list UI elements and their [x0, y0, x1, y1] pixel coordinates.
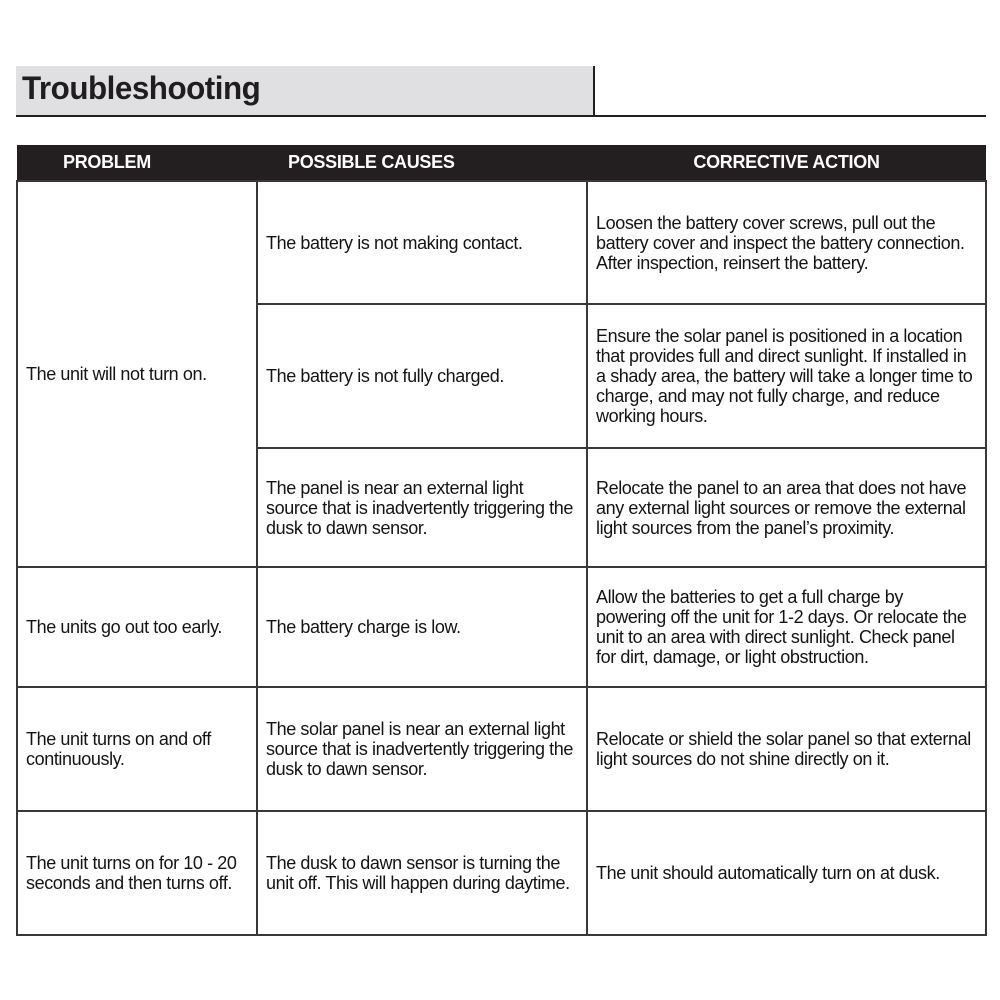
- action-text: Allow the batteries to get a full charge by powering off the unit for 1-2 days. Or relocate the unit to an area with direct sunlight. Check panel for dirt, damage, or light obstruction.: [596, 587, 967, 667]
- cause-cell: [257, 181, 587, 304]
- action-cell: [587, 304, 986, 448]
- action-text: Loosen the battery cover screws, pull out the battery cover and inspect the battery connection. After inspection, reinsert the battery.: [596, 212, 965, 273]
- action-text: The unit should automatically turn on at dusk.: [596, 863, 940, 883]
- action-cell: [587, 181, 986, 304]
- header-problem: PROBLEM: [17, 145, 257, 181]
- header-possible-causes: POSSIBLE CAUSES: [257, 145, 587, 181]
- action-cell: [587, 448, 986, 567]
- table-row: [17, 811, 986, 935]
- action-text: Ensure the solar panel is positioned in a location that provides full and direct sunlight. If installed in a shady area, the battery will take a longer time to charge, and may not fully charge, and reduce working hours.: [596, 326, 973, 426]
- cause-text: The panel is near an external light source that is inadvertently triggering the dusk to dawn sensor.: [266, 477, 573, 538]
- cause-cell: [257, 567, 587, 687]
- table-header-row: [17, 145, 986, 181]
- cause-text: The dusk to dawn sensor is turning the unit off. This will happen during daytime.: [266, 853, 570, 893]
- problem-text: The unit turns on and off continuously.: [26, 729, 211, 769]
- cause-cell: [257, 304, 587, 448]
- table-row: [17, 687, 986, 811]
- problem-text: The unit turns on for 10 - 20 seconds and then turns off.: [26, 853, 237, 893]
- problem-cell: [17, 181, 257, 567]
- action-cell: [587, 687, 986, 811]
- cause-text: The solar panel is near an external light source that is inadvertently triggering the dusk to dawn sensor.: [266, 719, 573, 779]
- troubleshooting-table: [16, 145, 987, 936]
- action-text: Relocate the panel to an area that does not have any external light sources or remove the external light sources from the panel’s proximity.: [596, 477, 967, 538]
- problem-text: The units go out too early.: [26, 617, 222, 637]
- cause-text: The battery is not making contact.: [266, 232, 523, 253]
- cause-cell: [257, 811, 587, 935]
- cause-text: The battery charge is low.: [266, 617, 461, 637]
- problem-cell: [17, 687, 257, 811]
- action-cell: [587, 811, 986, 935]
- title-divider: [593, 66, 595, 116]
- problem-text: The unit will not turn on.: [26, 364, 207, 384]
- section-title: Troubleshooting: [22, 70, 261, 106]
- cause-cell: [257, 448, 587, 567]
- cause-text: The battery is not fully charged.: [266, 366, 504, 386]
- problem-cell: [17, 811, 257, 935]
- table-row: [17, 181, 986, 304]
- cause-cell: [257, 687, 587, 811]
- title-underline: [16, 115, 986, 117]
- action-cell: [587, 567, 986, 687]
- header-corrective-action: CORRECTIVE ACTION: [587, 145, 986, 181]
- table-row: [17, 567, 986, 687]
- action-text: Relocate or shield the solar panel so that external light sources do not shine directly on it.: [596, 729, 971, 769]
- problem-cell: [17, 567, 257, 687]
